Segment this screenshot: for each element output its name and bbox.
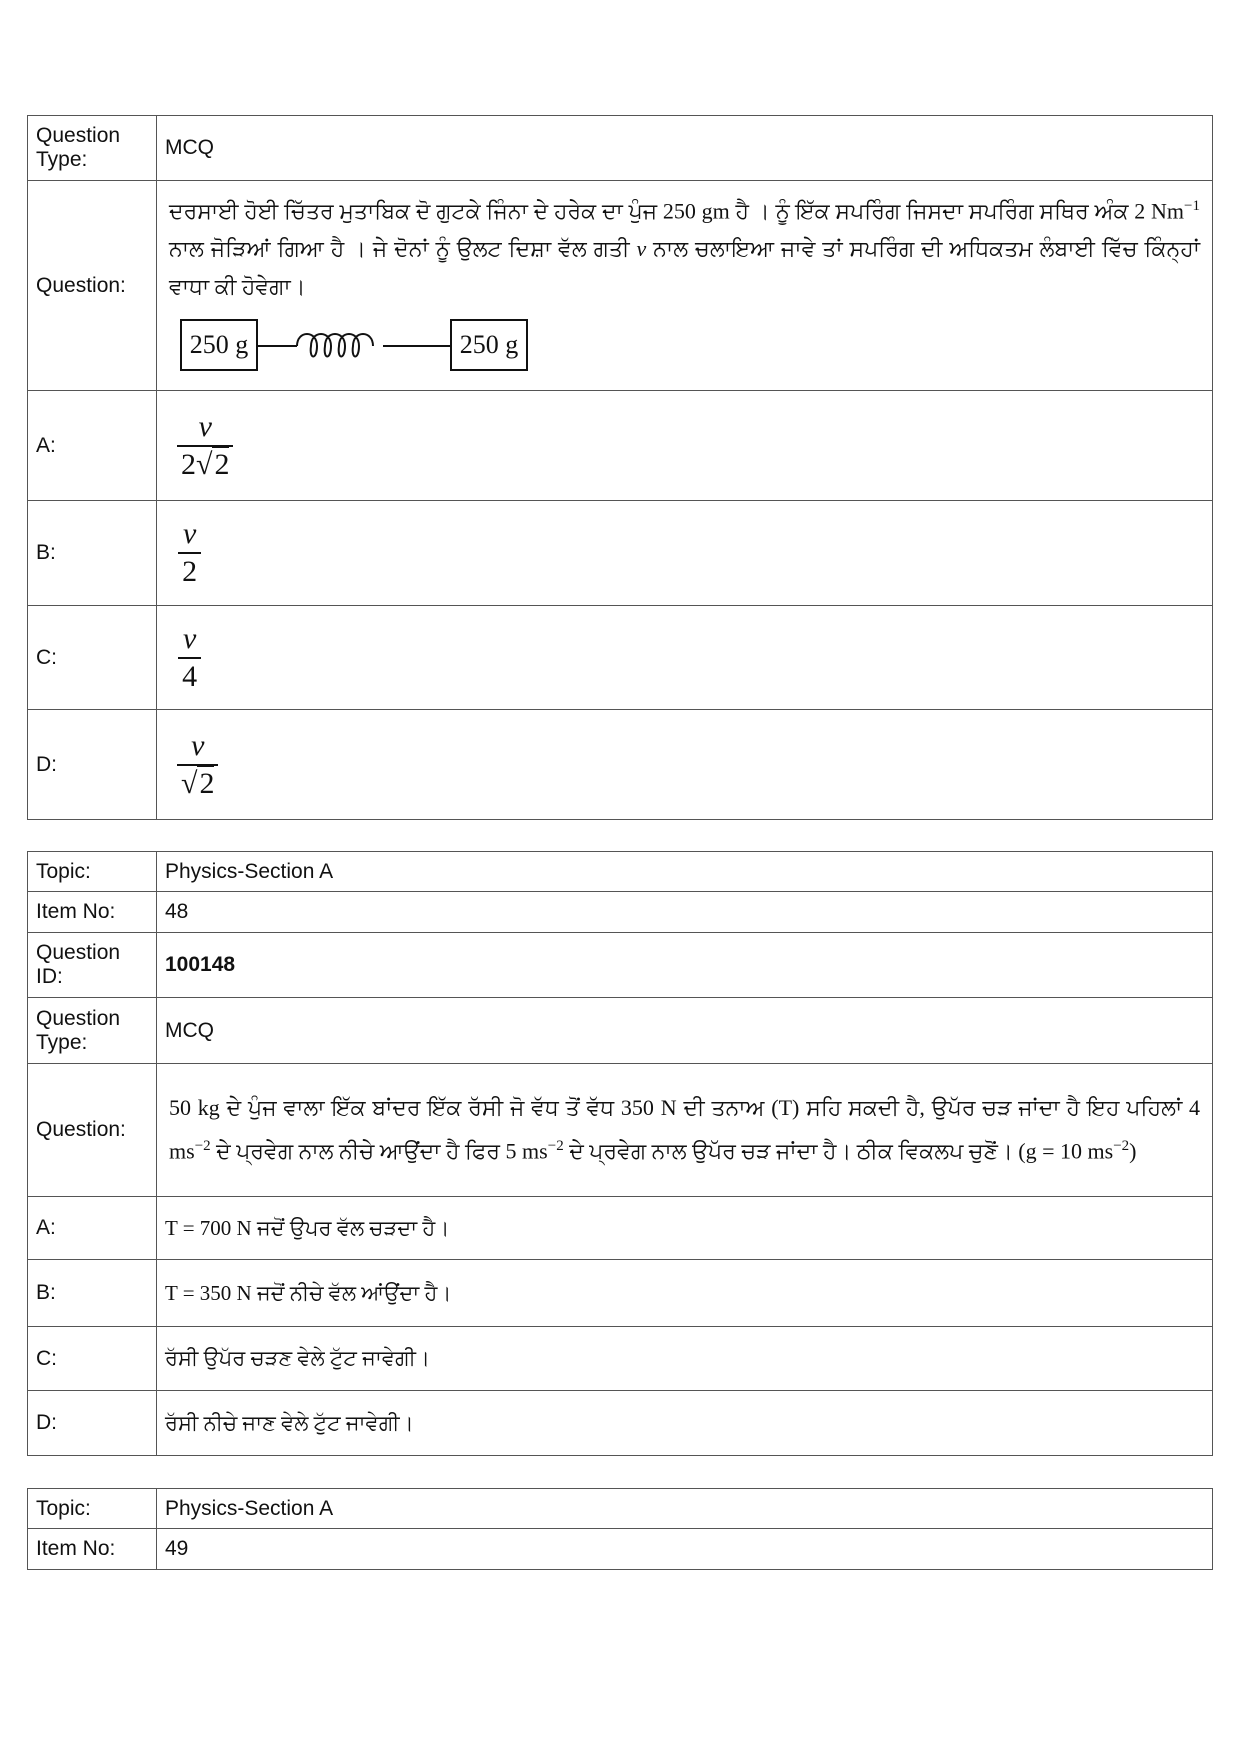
option-value	[157, 501, 1213, 606]
option-label: B:	[28, 1260, 157, 1327]
question-type-value: MCQ	[157, 998, 1213, 1064]
question-cell	[157, 181, 1213, 391]
denominator: 2√2	[177, 445, 233, 483]
question-type-label: Question Type:	[28, 998, 157, 1064]
denominator: 4	[178, 657, 201, 695]
left-block-label: 250 g	[189, 330, 249, 360]
numerator: v	[183, 621, 197, 655]
question-text-part: ਦੇ ਪ੍ਰਵੇਗ ਨਾਲ ਨੀਚੇ ਆਉਂਦਾ ਹੈ ਫਿਰ 5 ms	[210, 1138, 548, 1164]
item-no-value: 49	[157, 1529, 1213, 1570]
item-no-label: Item No:	[28, 1529, 157, 1570]
question-id-row	[28, 933, 1213, 998]
option-value	[157, 391, 1213, 501]
numerator: v	[191, 728, 205, 762]
fraction	[177, 409, 233, 483]
velocity-symbol: v	[636, 236, 647, 262]
question-cell	[157, 1064, 1213, 1197]
option-value	[157, 606, 1213, 710]
question-text-part: ਦਰਸਾਈ ਹੋਈ ਚਿੱਤਰ ਮੁਤਾਬਿਕ ਦੋ ਗੁਟਕੇ ਜਿੰਨਾ ਦੇ ਹਰੇਕ ਦਾ ਪੁੰਜ 250 gm ਹੈ । ਨੂੰ ਇੱਕ ਸਪਰਿੰਗ ਜਿਸਦਾ ਸਪਰਿੰਗ ਸਥਿਰ ਅੰਕ 2 Nm	[169, 198, 1185, 224]
option-row-a	[28, 391, 1213, 501]
item-no-row	[28, 892, 1213, 933]
exponent: −2	[194, 1138, 211, 1155]
item-no-value: 48	[157, 892, 1213, 933]
right-block-label: 250 g	[459, 330, 519, 360]
question-type-label: Question Type:	[28, 116, 157, 181]
item-no-row	[28, 1529, 1213, 1570]
option-row-a	[28, 1197, 1213, 1260]
question-text-part: )	[1129, 1138, 1137, 1164]
option-label: B:	[28, 501, 157, 606]
question-text-part: ਨਾਲ ਚਲਾਇਆ ਜਾਵੇ ਤਾਂ ਸਪਰਿੰਗ ਦੀ ਅਧਿਕਤਮ ਲੰਬਾਈ ਵਿੱਚ ਕਿੰਨ੍ਹਾਂ ਵਾਧਾ ਕੀ ਹੋਵੇਗਾ।	[169, 236, 1201, 300]
exponent: −2	[547, 1138, 564, 1155]
option-label: D:	[28, 710, 157, 820]
question-table-2	[27, 851, 1213, 1456]
spring-block-diagram	[179, 316, 539, 376]
option-row-d	[28, 710, 1213, 820]
option-row-d	[28, 1391, 1213, 1456]
question-type-row	[28, 998, 1213, 1064]
option-label: C:	[28, 1327, 157, 1391]
question-table-3	[27, 1488, 1213, 1570]
question-row	[28, 181, 1213, 391]
radicand: 2	[214, 447, 230, 481]
question-row	[28, 1064, 1213, 1197]
fraction	[177, 621, 202, 695]
option-row-c	[28, 1327, 1213, 1391]
option-row-b	[28, 501, 1213, 606]
exponent: −2	[1113, 1138, 1130, 1155]
option-value: ਰੱਸੀ ਉਪੱਰ ਚੜਣ ਵੇਲੇ ਟੁੱਟ ਜਾਵੇਗੀ।	[157, 1327, 1213, 1391]
topic-row	[28, 852, 1213, 892]
radicand: 2	[199, 766, 215, 800]
question-type-row	[28, 116, 1213, 181]
fraction	[177, 728, 218, 802]
option-row-b	[28, 1260, 1213, 1327]
option-row-c	[28, 606, 1213, 710]
question-label: Question:	[28, 181, 157, 391]
topic-label: Topic:	[28, 852, 157, 892]
question-text-part: ਨਾਲ ਜੋੜਿਆਂ ਗਿਆ ਹੈ । ਜੇ ਦੋਨਾਂ ਨੂੰ ਉਲਟ ਦਿਸ਼ਾ ਵੱਲ ਗਤੀ	[169, 236, 637, 262]
fraction	[177, 516, 202, 590]
spring-coil	[297, 334, 373, 357]
option-label: C:	[28, 606, 157, 710]
option-value: T = 350 N ਜਦੋਂ ਨੀਚੇ ਵੱਲ ਆਂਉਂਦਾ ਹੈ।	[157, 1260, 1213, 1327]
topic-label: Topic:	[28, 1489, 157, 1529]
question-id-value: 100148	[157, 933, 1213, 998]
numerator: v	[183, 517, 197, 551]
option-value: T = 700 N ਜਦੋਂ ਉਪਰ ਵੱਲ ਚੜਦਾ ਹੈ।	[157, 1197, 1213, 1260]
denominator-coefficient: 2	[181, 447, 196, 481]
question-table-1	[27, 115, 1213, 820]
option-value: ਰੱਸੀ ਨੀਚੇ ਜਾਣ ਵੇਲੇ ਟੁੱਟ ਜਾਵੇਗੀ।	[157, 1391, 1213, 1456]
topic-row	[28, 1489, 1213, 1529]
question-id-label: Question ID:	[28, 933, 157, 998]
topic-value: Physics-Section A	[157, 1489, 1213, 1529]
numerator: v	[198, 409, 212, 443]
exponent: −1	[1184, 198, 1200, 214]
question-text	[165, 181, 1204, 306]
question-type-value: MCQ	[157, 116, 1213, 181]
question-label: Question:	[28, 1064, 157, 1197]
denominator: √2	[177, 764, 218, 802]
question-text	[165, 1089, 1204, 1170]
denominator: 2	[178, 552, 201, 590]
topic-value: Physics-Section A	[157, 852, 1213, 892]
question-text-part: 50 kg ਦੇ ਪੁੰਜ ਵਾਲਾ ਇੱਕ ਬਾਂਦਰ ਇੱਕ ਰੱਸੀ ਜੋ ਵੱਧ ਤੋਂ ਵੱਧ 350 N ਦੀ ਤਨਾਅ (T) ਸਹਿ ਸਕਦੀ ਹੈ, ਉਪੱਰ ਚੜ ਜਾਂਦਾ ਹੈ ਇਹ ਪਹਿਲਾਂ 4 ms	[169, 1095, 1200, 1164]
option-value	[157, 710, 1213, 820]
option-label: A:	[28, 1197, 157, 1260]
item-no-label: Item No:	[28, 892, 157, 933]
option-label: D:	[28, 1391, 157, 1456]
question-text-part: ਦੇ ਪ੍ਰਵੇਗ ਨਾਲ ਉਪੱਰ ਚੜ ਜਾਂਦਾ ਹੈ। ਠੀਕ ਵਿਕਲਪ ਚੁਣੋਂ। (g = 10 ms	[563, 1138, 1114, 1164]
option-label: A:	[28, 391, 157, 501]
